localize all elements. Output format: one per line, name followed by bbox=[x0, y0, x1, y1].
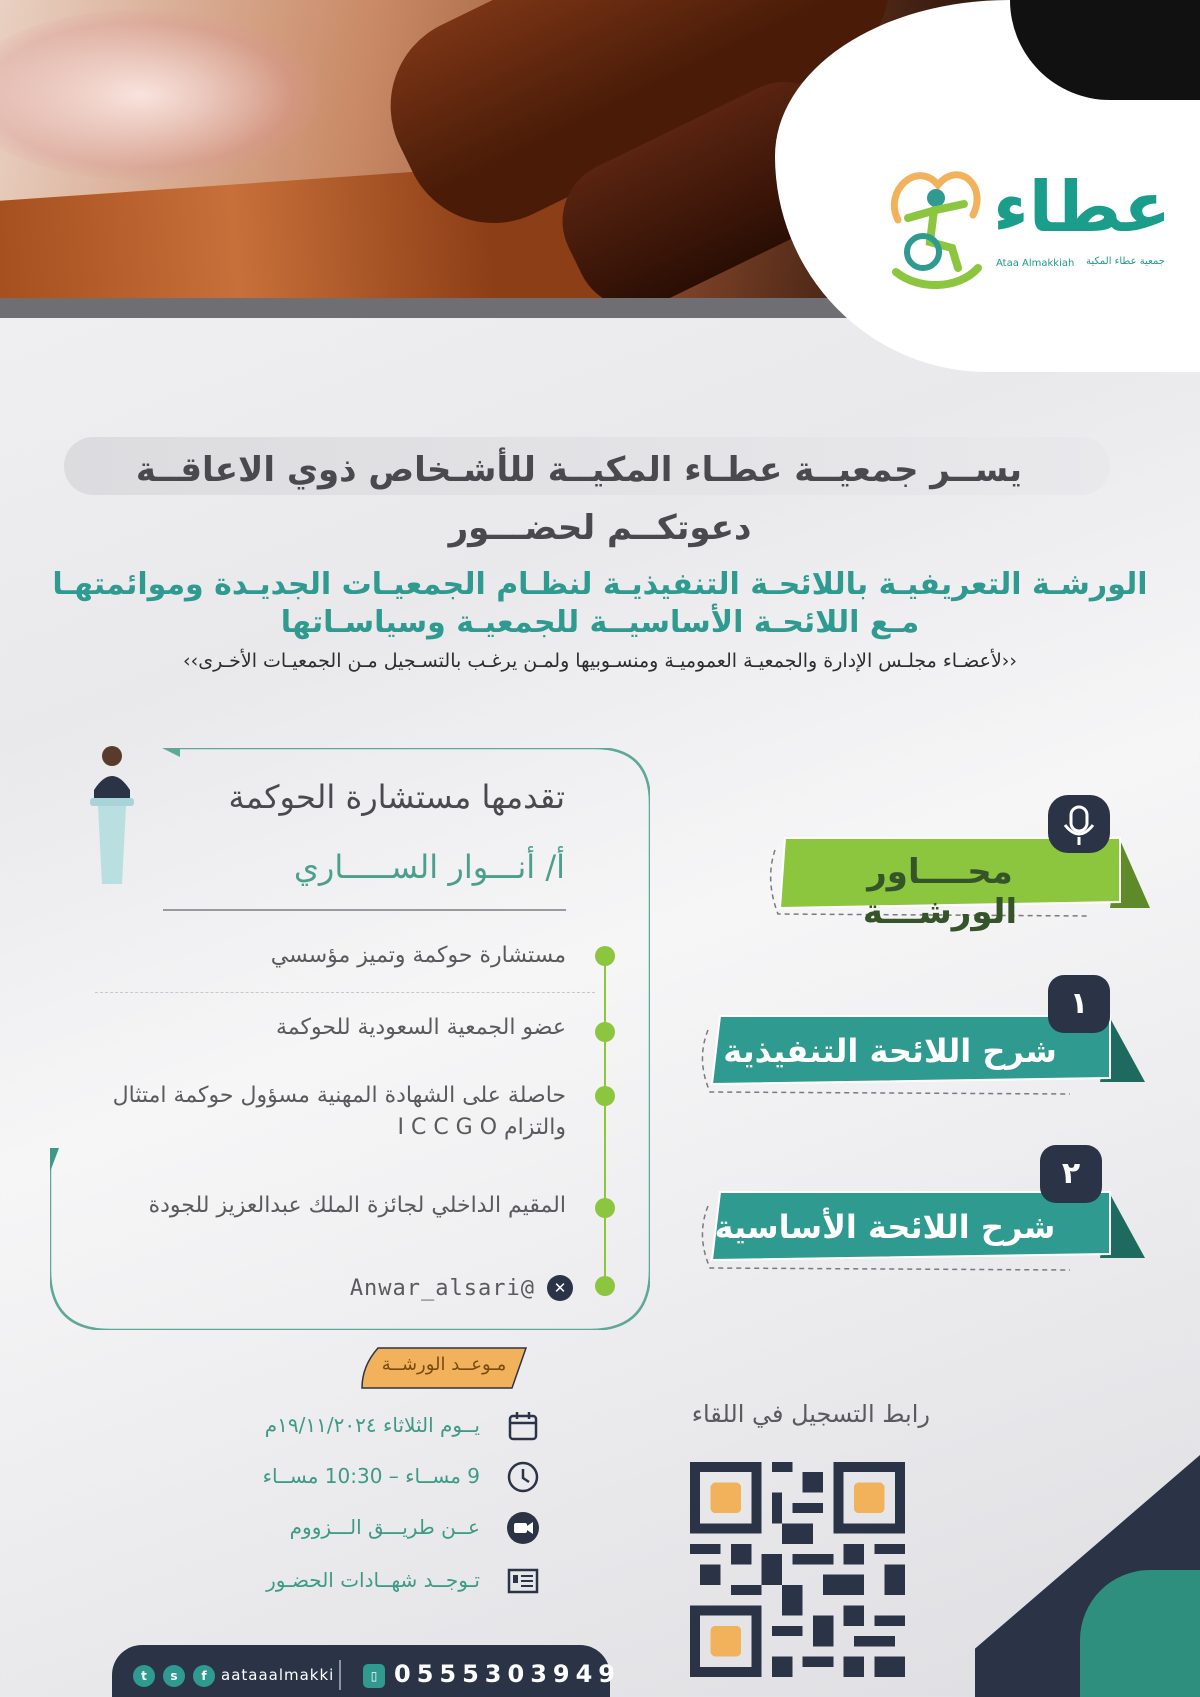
presenter-podium-icon bbox=[84, 742, 140, 890]
workshop-subject-line-1: الورشـة التعريفيـة باللائحـة التنفيذيـة لنظـام الجمعيـات الجديـدة وموائمتهـا bbox=[52, 567, 1148, 602]
target-audience: ‹‹لأعضـاء مجلـس الإدارة والجمعيـة العموميـة ومنسـوبيها ولمـن يرغـب بالتسـجيل مـن الجمعيـات الأخـرى›› bbox=[183, 650, 1017, 672]
calendar-icon bbox=[506, 1409, 540, 1443]
dashed-divider bbox=[95, 992, 595, 993]
phone-icon: ▯ bbox=[363, 1664, 385, 1688]
logo-mark-icon bbox=[878, 160, 988, 290]
footer-phone-number[interactable]: 0555303949 bbox=[394, 1660, 621, 1688]
presenter-title: تقدمها مستشارة الحوكمة bbox=[228, 778, 565, 816]
snapchat-icon[interactable]: s bbox=[163, 1665, 185, 1687]
footer-social-handle[interactable]: aataaalmakki bbox=[221, 1666, 335, 1684]
microphone-icon bbox=[1048, 795, 1110, 853]
schedule-row-date bbox=[200, 1409, 540, 1443]
x-icon[interactable]: ✕ bbox=[547, 1275, 573, 1301]
bullet-dot bbox=[595, 1022, 615, 1042]
workshop-subject-line-2: مـع اللائحـة الأساسيــة للجمعيـة وسياسـاتها bbox=[280, 605, 920, 640]
credential-item: حاصلة على الشهادة المهنية مسؤول حوكمة امتثال والتزام I C C G O bbox=[112, 1083, 566, 1140]
facebook-icon[interactable]: f bbox=[193, 1665, 215, 1687]
video-camera-icon bbox=[506, 1511, 540, 1545]
certificate-icon bbox=[506, 1564, 540, 1598]
bullet-dot bbox=[595, 1276, 615, 1296]
credential-item: مستشارة حوكمة وتميز مؤسسي bbox=[270, 943, 566, 968]
schedule-date: يــوم الثلاثاء ١٩/١١/٢٠٢٤م bbox=[264, 1413, 480, 1437]
registration-label: رابط التسجيل في اللقاء bbox=[691, 1400, 930, 1428]
bullet-dot bbox=[595, 1198, 615, 1218]
schedule-tag: مـوعــد الورشــة bbox=[381, 1354, 507, 1375]
schedule-platform: عــن طريـــق الـــزووم bbox=[289, 1515, 480, 1539]
schedule-row-platform bbox=[200, 1511, 540, 1545]
credential-item: عضو الجمعية السعودية للحوكمة bbox=[275, 1015, 566, 1040]
topic-number-badge: ١ bbox=[1048, 975, 1110, 1033]
qr-code[interactable] bbox=[690, 1462, 905, 1677]
footer-divider bbox=[339, 1660, 341, 1690]
topic-label: شرح اللائحة التنفيذية bbox=[723, 1032, 1057, 1070]
topic-label: شرح اللائحة الأساسية bbox=[714, 1208, 1056, 1246]
schedule-certificate: تـوجــد شهــادات الحضـور bbox=[266, 1568, 480, 1592]
logo-subtitle-en: Ataa Almakkiah bbox=[996, 258, 1075, 269]
presenter-name: أ/ أنـــوار الســـــاري bbox=[293, 848, 565, 886]
bullet-dot bbox=[595, 946, 615, 966]
presenter-social-handle[interactable]: Anwar_alsari@ bbox=[349, 1276, 535, 1301]
topic-number-badge: ٢ bbox=[1040, 1145, 1102, 1203]
invitation-line-1: يســر جمعيــة عطـاء المكيــة للأشـخاص ذوي الاعاقــة bbox=[135, 450, 1023, 490]
schedule-row-certificate bbox=[200, 1564, 540, 1598]
credential-item: المقيم الداخلي لجائزة الملك عبدالعزيز للجودة bbox=[148, 1193, 566, 1218]
invitation-line-2: دعوتكــم لحضـــور bbox=[448, 508, 752, 548]
schedule-row-time bbox=[200, 1460, 540, 1494]
schedule-time: 9 مســاء – 10:30 مســاء bbox=[262, 1464, 480, 1488]
topics-heading: محــــاور الورشـــة bbox=[862, 852, 1018, 932]
twitter-icon[interactable]: t bbox=[133, 1665, 155, 1687]
logo-wordmark: عطاء bbox=[993, 166, 1172, 248]
bullet-dot bbox=[595, 1086, 615, 1106]
name-divider bbox=[163, 909, 566, 911]
logo-subtitle-ar: جمعية عطاء المكية bbox=[1086, 256, 1165, 267]
workshop-subject bbox=[10, 566, 1190, 642]
clock-icon bbox=[506, 1460, 540, 1494]
organization-logo bbox=[878, 160, 1178, 290]
